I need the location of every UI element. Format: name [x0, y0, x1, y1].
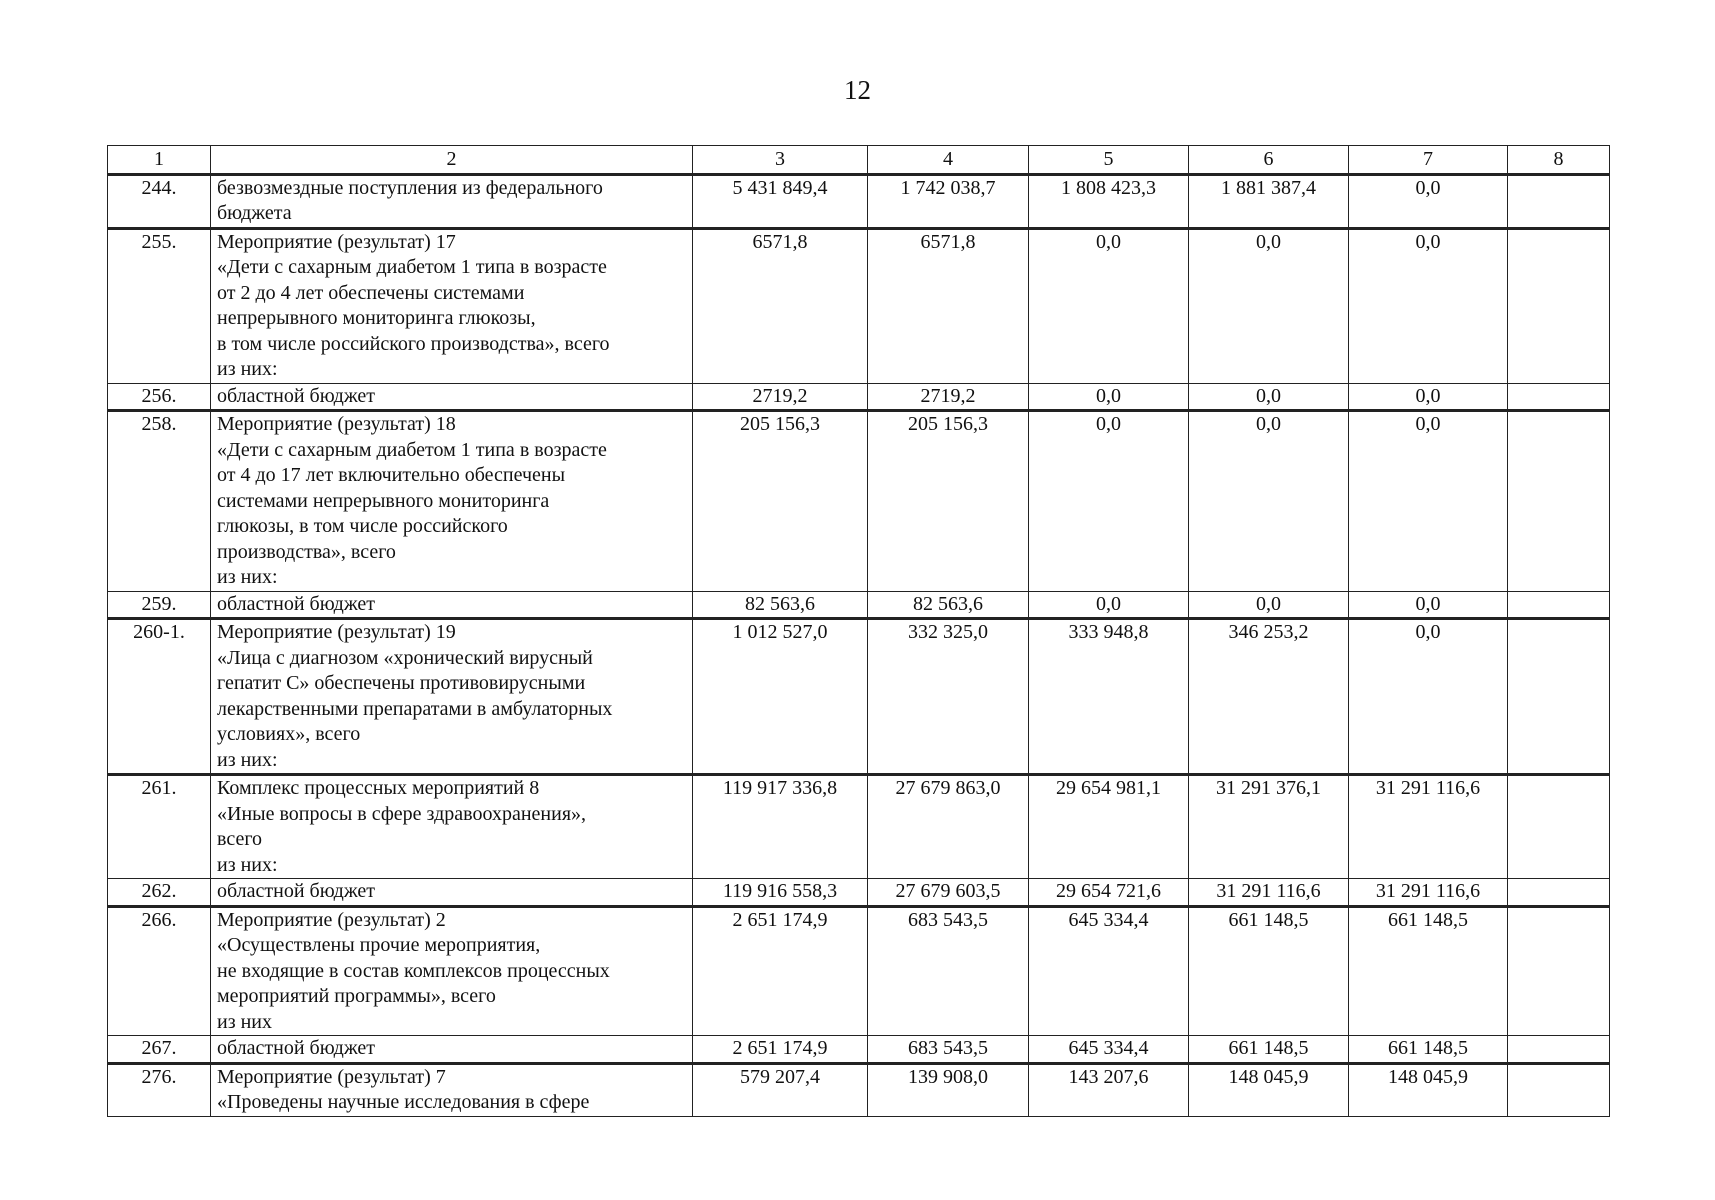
- value-col-6: 661 148,5: [1189, 1036, 1349, 1064]
- value-col-7: 31 291 116,6: [1349, 879, 1508, 907]
- value-col-8: [1508, 775, 1610, 879]
- row-number: 256.: [108, 383, 211, 411]
- value-col-4: 27 679 863,0: [868, 775, 1029, 879]
- value-col-6: 31 291 376,1: [1189, 775, 1349, 879]
- table-row: [108, 1036, 1610, 1064]
- row-number: 260-1.: [108, 619, 211, 775]
- value-col-3: 119 917 336,8: [693, 775, 868, 879]
- row-description: Мероприятие (результат) 17 «Дети с сахарным диабетом 1 типа в возрасте от 2 до 4 лет обеспечены системами непрерывного мониторинга глюкозы, в том числе российского производства», всего из них:: [211, 228, 693, 383]
- value-col-5: 143 207,6: [1029, 1063, 1189, 1116]
- row-description: областной бюджет: [211, 1036, 693, 1064]
- table-row: [108, 411, 1610, 592]
- row-description: Мероприятие (результат) 19 «Лица с диагнозом «хронический вирусный гепатит С» обеспечены противовирусными лекарственными препаратами в амбулаторных условиях», всего из них:: [211, 619, 693, 775]
- value-col-5: 29 654 721,6: [1029, 879, 1189, 907]
- value-col-7: 0,0: [1349, 411, 1508, 592]
- value-col-6: 0,0: [1189, 411, 1349, 592]
- value-col-8: [1508, 228, 1610, 383]
- value-col-7: 661 148,5: [1349, 906, 1508, 1036]
- value-col-8: [1508, 619, 1610, 775]
- row-number: 259.: [108, 591, 211, 619]
- row-description: Мероприятие (результат) 18 «Дети с сахарным диабетом 1 типа в возрасте от 4 до 17 лет включительно обеспечены системами непрерывного мониторинга глюкозы, в том числе российского производства», всего из них:: [211, 411, 693, 592]
- value-col-4: 205 156,3: [868, 411, 1029, 592]
- value-col-6: 1 881 387,4: [1189, 174, 1349, 228]
- value-col-5: 645 334,4: [1029, 906, 1189, 1036]
- table-row: [108, 775, 1610, 879]
- page-number: 12: [844, 75, 871, 105]
- row-number: 258.: [108, 411, 211, 592]
- value-col-4: 27 679 603,5: [868, 879, 1029, 907]
- table-row: [108, 879, 1610, 907]
- value-col-3: 82 563,6: [693, 591, 868, 619]
- value-col-3: 2 651 174,9: [693, 906, 868, 1036]
- value-col-4: 82 563,6: [868, 591, 1029, 619]
- value-col-6: 31 291 116,6: [1189, 879, 1349, 907]
- row-number: 244.: [108, 174, 211, 228]
- budget-table: [107, 145, 1610, 1117]
- value-col-5: 0,0: [1029, 411, 1189, 592]
- value-col-3: 6571,8: [693, 228, 868, 383]
- value-col-3: 579 207,4: [693, 1063, 868, 1116]
- value-col-5: 0,0: [1029, 383, 1189, 411]
- table-row: [108, 619, 1610, 775]
- value-col-8: [1508, 411, 1610, 592]
- value-col-7: 148 045,9: [1349, 1063, 1508, 1116]
- row-description: Комплекс процессных мероприятий 8 «Иные вопросы в сфере здравоохранения», всего из них:: [211, 775, 693, 879]
- value-col-3: 2719,2: [693, 383, 868, 411]
- row-number: 261.: [108, 775, 211, 879]
- column-header: 3: [693, 146, 868, 175]
- value-col-5: 0,0: [1029, 228, 1189, 383]
- table-row: [108, 383, 1610, 411]
- value-col-5: 645 334,4: [1029, 1036, 1189, 1064]
- value-col-6: 661 148,5: [1189, 906, 1349, 1036]
- value-col-5: 29 654 981,1: [1029, 775, 1189, 879]
- row-number: 262.: [108, 879, 211, 907]
- row-number: 276.: [108, 1063, 211, 1116]
- value-col-3: 1 012 527,0: [693, 619, 868, 775]
- value-col-8: [1508, 591, 1610, 619]
- value-col-5: 333 948,8: [1029, 619, 1189, 775]
- value-col-7: 0,0: [1349, 383, 1508, 411]
- row-description: областной бюджет: [211, 383, 693, 411]
- value-col-6: 346 253,2: [1189, 619, 1349, 775]
- value-col-7: 661 148,5: [1349, 1036, 1508, 1064]
- value-col-4: 6571,8: [868, 228, 1029, 383]
- value-col-8: [1508, 383, 1610, 411]
- value-col-4: 683 543,5: [868, 906, 1029, 1036]
- value-col-7: 0,0: [1349, 619, 1508, 775]
- value-col-7: 31 291 116,6: [1349, 775, 1508, 879]
- value-col-8: [1508, 174, 1610, 228]
- table-row: [108, 906, 1610, 1036]
- row-description: областной бюджет: [211, 879, 693, 907]
- row-description: Мероприятие (результат) 2 «Осуществлены прочие мероприятия, не входящие в состав комплексов процессных мероприятий программы», всего из них: [211, 906, 693, 1036]
- value-col-4: 1 742 038,7: [868, 174, 1029, 228]
- value-col-4: 139 908,0: [868, 1063, 1029, 1116]
- column-header: 4: [868, 146, 1029, 175]
- value-col-7: 0,0: [1349, 591, 1508, 619]
- value-col-6: 0,0: [1189, 383, 1349, 411]
- value-col-5: 0,0: [1029, 591, 1189, 619]
- table-row: [108, 228, 1610, 383]
- value-col-6: 0,0: [1189, 591, 1349, 619]
- value-col-3: 119 916 558,3: [693, 879, 868, 907]
- row-number: 267.: [108, 1036, 211, 1064]
- column-header: 2: [211, 146, 693, 175]
- value-col-7: 0,0: [1349, 228, 1508, 383]
- column-header: 7: [1349, 146, 1508, 175]
- row-description: Мероприятие (результат) 7 «Проведены научные исследования в сфере: [211, 1063, 693, 1116]
- column-header: 8: [1508, 146, 1610, 175]
- value-col-5: 1 808 423,3: [1029, 174, 1189, 228]
- value-col-3: 2 651 174,9: [693, 1036, 868, 1064]
- value-col-3: 205 156,3: [693, 411, 868, 592]
- row-description: безвозмездные поступления из федерального бюджета: [211, 174, 693, 228]
- column-header: 5: [1029, 146, 1189, 175]
- value-col-6: 0,0: [1189, 228, 1349, 383]
- value-col-4: 2719,2: [868, 383, 1029, 411]
- value-col-8: [1508, 1063, 1610, 1116]
- value-col-6: 148 045,9: [1189, 1063, 1349, 1116]
- table-row: [108, 1063, 1610, 1116]
- table-row: [108, 174, 1610, 228]
- value-col-3: 5 431 849,4: [693, 174, 868, 228]
- value-col-8: [1508, 906, 1610, 1036]
- table-row: [108, 591, 1610, 619]
- value-col-8: [1508, 879, 1610, 907]
- value-col-8: [1508, 1036, 1610, 1064]
- row-number: 255.: [108, 228, 211, 383]
- column-header: 1: [108, 146, 211, 175]
- row-description: областной бюджет: [211, 591, 693, 619]
- column-header: 6: [1189, 146, 1349, 175]
- value-col-7: 0,0: [1349, 174, 1508, 228]
- value-col-4: 683 543,5: [868, 1036, 1029, 1064]
- row-number: 266.: [108, 906, 211, 1036]
- value-col-4: 332 325,0: [868, 619, 1029, 775]
- column-header-row: [108, 146, 1610, 175]
